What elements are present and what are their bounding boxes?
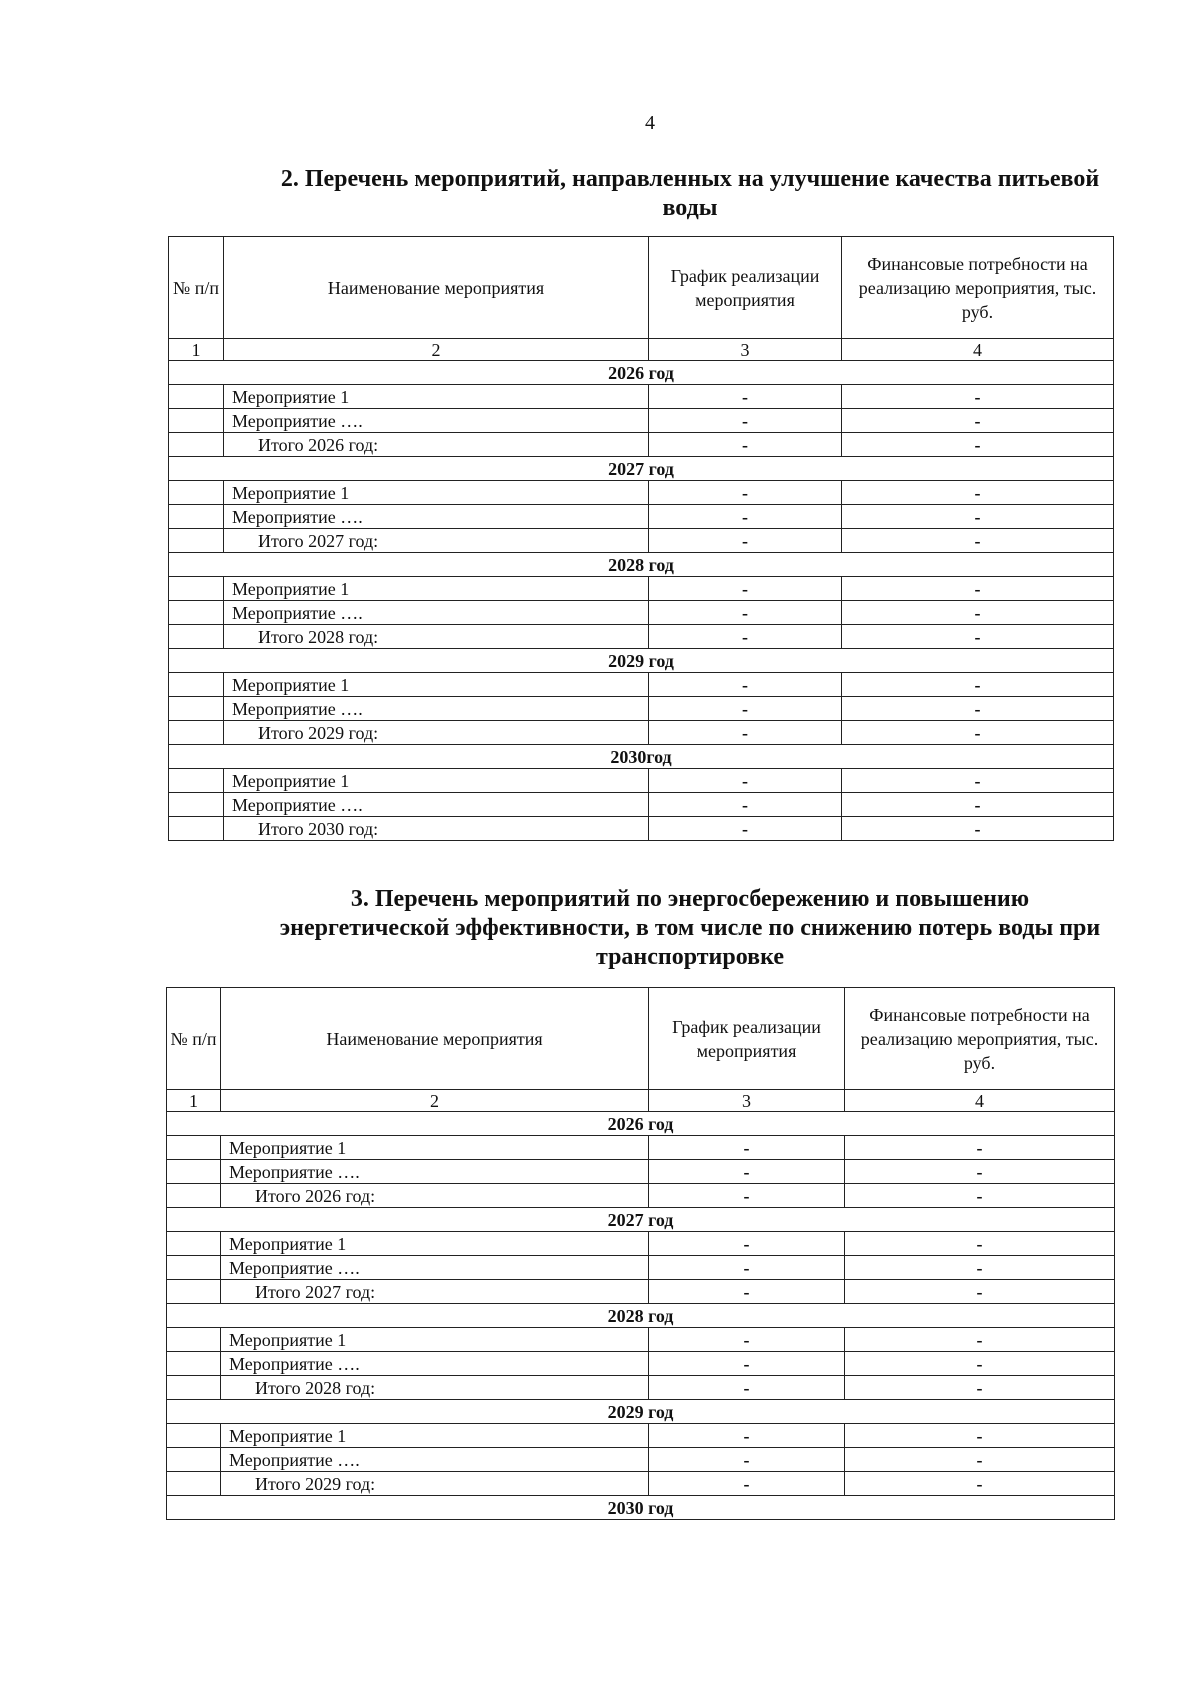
row-number	[167, 1280, 221, 1304]
column-number-row	[167, 1090, 1115, 1112]
schedule-value: -	[649, 601, 842, 625]
measures-table-water-quality	[168, 236, 1114, 841]
measure-name: Мероприятие ….	[221, 1352, 649, 1376]
row-number	[167, 1376, 221, 1400]
year-label: 2028 год	[167, 1304, 1115, 1328]
schedule-value: -	[649, 721, 842, 745]
finance-value: -	[845, 1376, 1115, 1400]
measure-name: Мероприятие ….	[224, 697, 649, 721]
table-row	[169, 601, 1114, 625]
table-row	[169, 505, 1114, 529]
schedule-value: -	[649, 1352, 845, 1376]
header-row	[167, 988, 1115, 1090]
page-number: 4	[645, 112, 655, 134]
row-number	[169, 577, 224, 601]
total-label: Итого 2026 год:	[221, 1184, 649, 1208]
row-number	[169, 817, 224, 841]
schedule-value: -	[649, 505, 842, 529]
finance-value: -	[842, 577, 1114, 601]
total-row	[167, 1376, 1115, 1400]
row-number	[169, 601, 224, 625]
year-label: 2028 год	[169, 553, 1114, 577]
schedule-value: -	[649, 1448, 845, 1472]
finance-value: -	[842, 625, 1114, 649]
header-name: Наименование мероприятия	[224, 237, 649, 339]
table-body	[167, 988, 1115, 1520]
total-label: Итого 2027 год:	[221, 1280, 649, 1304]
measure-name: Мероприятие 1	[224, 385, 649, 409]
measure-name: Мероприятие 1	[221, 1136, 649, 1160]
table-body	[169, 237, 1114, 841]
year-label: 2029 год	[169, 649, 1114, 673]
column-number: 4	[845, 1090, 1115, 1112]
row-number	[167, 1256, 221, 1280]
finance-value: -	[845, 1136, 1115, 1160]
total-row	[167, 1472, 1115, 1496]
table-row	[169, 673, 1114, 697]
measure-name: Мероприятие 1	[224, 577, 649, 601]
total-row	[167, 1280, 1115, 1304]
column-number: 1	[169, 339, 224, 361]
table-row	[167, 1448, 1115, 1472]
finance-value: -	[845, 1448, 1115, 1472]
row-number	[167, 1472, 221, 1496]
row-number	[167, 1136, 221, 1160]
total-label: Итого 2027 год:	[224, 529, 649, 553]
table-row	[169, 793, 1114, 817]
table-row	[167, 1328, 1115, 1352]
year-label: 2029 год	[167, 1400, 1115, 1424]
total-row	[169, 817, 1114, 841]
measure-name: Мероприятие 1	[221, 1232, 649, 1256]
schedule-value: -	[649, 529, 842, 553]
row-number	[169, 721, 224, 745]
year-row	[169, 361, 1114, 385]
table-row	[169, 577, 1114, 601]
total-label: Итого 2026 год:	[224, 433, 649, 457]
schedule-value: -	[649, 1472, 845, 1496]
table-row	[167, 1136, 1115, 1160]
measure-name: Мероприятие ….	[224, 409, 649, 433]
finance-value: -	[842, 433, 1114, 457]
header-row	[169, 237, 1114, 339]
schedule-value: -	[649, 1184, 845, 1208]
row-number	[169, 409, 224, 433]
finance-value: -	[842, 481, 1114, 505]
header-schedule: График реализации мероприятия	[649, 988, 845, 1090]
finance-value: -	[845, 1232, 1115, 1256]
total-row	[169, 625, 1114, 649]
finance-value: -	[842, 673, 1114, 697]
year-row	[169, 553, 1114, 577]
finance-value: -	[845, 1328, 1115, 1352]
finance-value: -	[842, 529, 1114, 553]
measures-table-energy-saving	[166, 987, 1115, 1520]
row-number	[169, 673, 224, 697]
header-finance: Финансовые потребности на реализацию мероприятия, тыс. руб.	[845, 988, 1115, 1090]
row-number	[167, 1352, 221, 1376]
table-row	[167, 1352, 1115, 1376]
measure-name: Мероприятие ….	[221, 1256, 649, 1280]
row-number	[167, 1448, 221, 1472]
year-label: 2030 год	[167, 1496, 1115, 1520]
table-row	[169, 769, 1114, 793]
schedule-value: -	[649, 1160, 845, 1184]
schedule-value: -	[649, 385, 842, 409]
schedule-value: -	[649, 1424, 845, 1448]
year-label: 2027 год	[167, 1208, 1115, 1232]
year-row	[167, 1496, 1115, 1520]
finance-value: -	[842, 769, 1114, 793]
schedule-value: -	[649, 433, 842, 457]
row-number	[169, 481, 224, 505]
schedule-value: -	[649, 697, 842, 721]
table-row	[167, 1256, 1115, 1280]
column-number: 2	[221, 1090, 649, 1112]
total-label: Итого 2029 год:	[224, 721, 649, 745]
year-label: 2027 год	[169, 457, 1114, 481]
total-row	[167, 1184, 1115, 1208]
year-label: 2030год	[169, 745, 1114, 769]
schedule-value: -	[649, 673, 842, 697]
row-number	[169, 529, 224, 553]
row-number	[169, 433, 224, 457]
finance-value: -	[842, 817, 1114, 841]
finance-value: -	[845, 1160, 1115, 1184]
schedule-value: -	[649, 793, 842, 817]
finance-value: -	[845, 1424, 1115, 1448]
column-number: 3	[649, 1090, 845, 1112]
header-finance: Финансовые потребности на реализацию мероприятия, тыс. руб.	[842, 237, 1114, 339]
year-row	[167, 1304, 1115, 1328]
measure-name: Мероприятие ….	[221, 1160, 649, 1184]
table-row	[169, 697, 1114, 721]
column-number: 2	[224, 339, 649, 361]
table-row	[167, 1160, 1115, 1184]
row-number	[169, 793, 224, 817]
column-number: 4	[842, 339, 1114, 361]
row-number	[167, 1232, 221, 1256]
section-2-title: 2. Перечень мероприятий, направленных на улучшение качества питьевой воды	[280, 166, 1100, 221]
finance-value: -	[842, 409, 1114, 433]
total-row	[169, 433, 1114, 457]
header-number: № п/п	[169, 237, 224, 339]
finance-value: -	[842, 385, 1114, 409]
total-row	[169, 529, 1114, 553]
schedule-value: -	[649, 1280, 845, 1304]
year-row	[167, 1112, 1115, 1136]
schedule-value: -	[649, 409, 842, 433]
schedule-value: -	[649, 577, 842, 601]
measure-name: Мероприятие ….	[224, 505, 649, 529]
year-row	[169, 457, 1114, 481]
row-number	[167, 1424, 221, 1448]
header-schedule: График реализации мероприятия	[649, 237, 842, 339]
year-row	[169, 745, 1114, 769]
year-row	[167, 1400, 1115, 1424]
schedule-value: -	[649, 481, 842, 505]
schedule-value: -	[649, 1256, 845, 1280]
measure-name: Мероприятие ….	[224, 601, 649, 625]
schedule-value: -	[649, 1376, 845, 1400]
schedule-value: -	[649, 817, 842, 841]
row-number	[167, 1160, 221, 1184]
year-row	[169, 649, 1114, 673]
row-number	[169, 625, 224, 649]
column-number: 3	[649, 339, 842, 361]
table-row	[167, 1424, 1115, 1448]
finance-value: -	[842, 793, 1114, 817]
schedule-value: -	[649, 1328, 845, 1352]
row-number	[169, 697, 224, 721]
finance-value: -	[842, 697, 1114, 721]
year-label: 2026 год	[167, 1112, 1115, 1136]
measure-name: Мероприятие 1	[221, 1424, 649, 1448]
row-number	[169, 385, 224, 409]
schedule-value: -	[649, 1136, 845, 1160]
table-row	[169, 385, 1114, 409]
schedule-value: -	[649, 1232, 845, 1256]
total-label: Итого 2028 год:	[224, 625, 649, 649]
table-row	[167, 1232, 1115, 1256]
finance-value: -	[842, 601, 1114, 625]
finance-value: -	[842, 721, 1114, 745]
finance-value: -	[845, 1472, 1115, 1496]
total-row	[169, 721, 1114, 745]
measure-name: Мероприятие ….	[224, 793, 649, 817]
header-name: Наименование мероприятия	[221, 988, 649, 1090]
table-row	[169, 409, 1114, 433]
finance-value: -	[845, 1352, 1115, 1376]
measure-name: Мероприятие 1	[224, 673, 649, 697]
measure-name: Мероприятие ….	[221, 1448, 649, 1472]
finance-value: -	[842, 505, 1114, 529]
schedule-value: -	[649, 769, 842, 793]
header-number: № п/п	[167, 988, 221, 1090]
row-number	[169, 769, 224, 793]
year-label: 2026 год	[169, 361, 1114, 385]
column-number: 1	[167, 1090, 221, 1112]
total-label: Итого 2028 год:	[221, 1376, 649, 1400]
schedule-value: -	[649, 625, 842, 649]
measure-name: Мероприятие 1	[221, 1328, 649, 1352]
year-row	[167, 1208, 1115, 1232]
measure-name: Мероприятие 1	[224, 481, 649, 505]
row-number	[167, 1184, 221, 1208]
finance-value: -	[845, 1280, 1115, 1304]
table-row	[169, 481, 1114, 505]
total-label: Итого 2029 год:	[221, 1472, 649, 1496]
row-number	[169, 505, 224, 529]
finance-value: -	[845, 1184, 1115, 1208]
total-label: Итого 2030 год:	[224, 817, 649, 841]
row-number	[167, 1328, 221, 1352]
column-number-row	[169, 339, 1114, 361]
measure-name: Мероприятие 1	[224, 769, 649, 793]
section-3-title: 3. Перечень мероприятий по энергосбережению и повышению энергетической эффективности, в том числе по снижению потерь воды при транспортировке	[279, 886, 1101, 970]
finance-value: -	[845, 1256, 1115, 1280]
